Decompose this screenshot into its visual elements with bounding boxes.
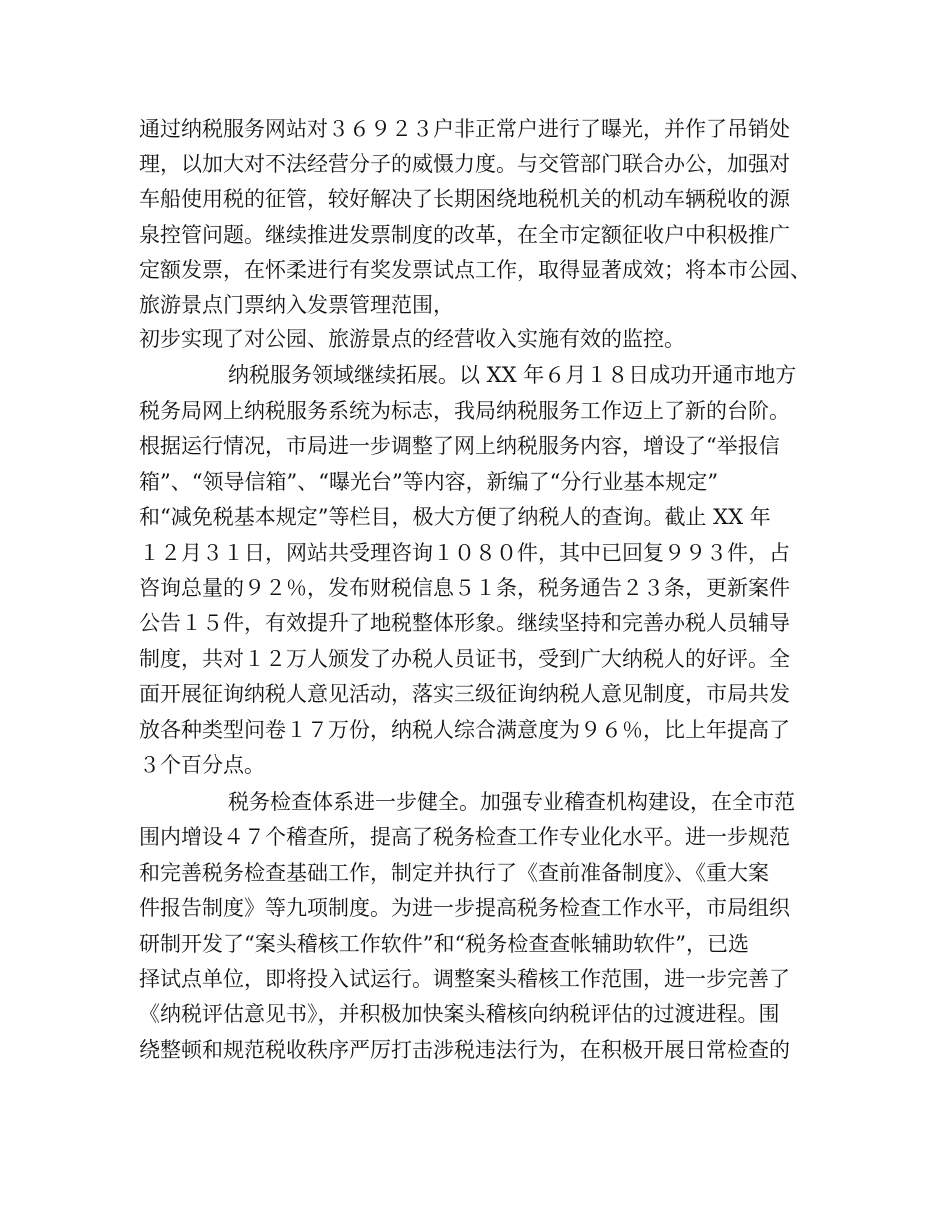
- text-line: 放各种类型问卷１７万份，纳税人综合满意度为９６％，比上年提高了: [139, 718, 790, 742]
- text-line: 泉控管问题。继续推进发票制度的改革，在全市定额征收户中积极推广: [139, 223, 790, 247]
- text-line: 围内增设４７个稽查所，提高了税务检查工作专业化水平。进一步规范: [139, 825, 790, 849]
- text-line: ３个百分点。: [139, 753, 265, 777]
- text-line: １２月３１日，网站共受理咨询１０８０件，其中已回复９９３件，占: [139, 541, 790, 565]
- text-line: 择试点单位，即将投入试运行。调整案头稽核工作范围，进一步完善了: [139, 967, 790, 991]
- text-line: 咨询总量的９２％，发布财税信息５１条，税务通告２３条，更新案件: [139, 576, 790, 600]
- text-line: 初步实现了对公园、旅游景点的经营收入实施有效的监控。: [139, 327, 685, 351]
- text-line: 理，以加大对不法经营分子的威慑力度。与交管部门联合办公，加强对: [139, 152, 790, 176]
- text-line: 税务局网上纳税服务系统为标志，我局纳税服务工作迈上了新的台阶。: [139, 399, 790, 423]
- text-line: 通过纳税服务网站对３６９２３户非正常户进行了曝光，并作了吊销处: [139, 117, 790, 141]
- text-line: 《纳税评估意见书》，并积极加快案头稽核向纳税评估的过渡进程。围: [139, 1002, 780, 1026]
- text-line: 车船使用税的征管，较好解决了长期困绕地税机关的机动车辆税收的源: [139, 187, 790, 211]
- text-line: 面开展征询纳税人意见活动，落实三级征询纳税人意见制度，市局共发: [139, 682, 790, 706]
- text-line: 和“减免税基本规定”等栏目，极大方便了纳税人的查询。截止 XX 年: [139, 505, 771, 529]
- text-line: 和完善税务检查基础工作，制定并执行了《查前准备制度》、《重大案: [139, 861, 769, 885]
- text-line: 研制开发了“案头稽核工作软件”和“税务检查查帐辅助软件”，已选: [139, 932, 749, 956]
- text-line: 件报告制度》等九项制度。为进一步提高税务检查工作水平，市局组织: [139, 896, 790, 920]
- text-line: 定额发票，在怀柔进行有奖发票试点工作，取得显著成效；将本市公园、: [139, 258, 811, 282]
- text-line: 绕整顿和规范税收秩序严厉打击涉税违法行为，在积极开展日常检查的: [139, 1038, 790, 1062]
- text-line: 旅游景点门票纳入发票管理范围，: [139, 293, 454, 317]
- text-line: 制度，共对１２万人颁发了办税人员证书，受到广大纳税人的好评。全: [139, 647, 790, 671]
- text-line: 公告１５件，有效提升了地税整体形象。继续坚持和完善办税人员辅导: [139, 611, 790, 635]
- text-line: 箱”、“领导信箱”、“曝光台”等内容，新编了“分行业基本规定”: [139, 470, 719, 494]
- text-line: 根据运行情况，市局进一步调整了网上纳税服务内容，增设了“举报信: [139, 434, 780, 458]
- paragraph-first-line: 税务检查体系进一步健全。加强专业稽查机构建设，在全市范: [228, 790, 795, 814]
- paragraph-first-line: 纳税服务领域继续拓展。以 XX 年６月１８日成功开通市地方: [228, 363, 797, 387]
